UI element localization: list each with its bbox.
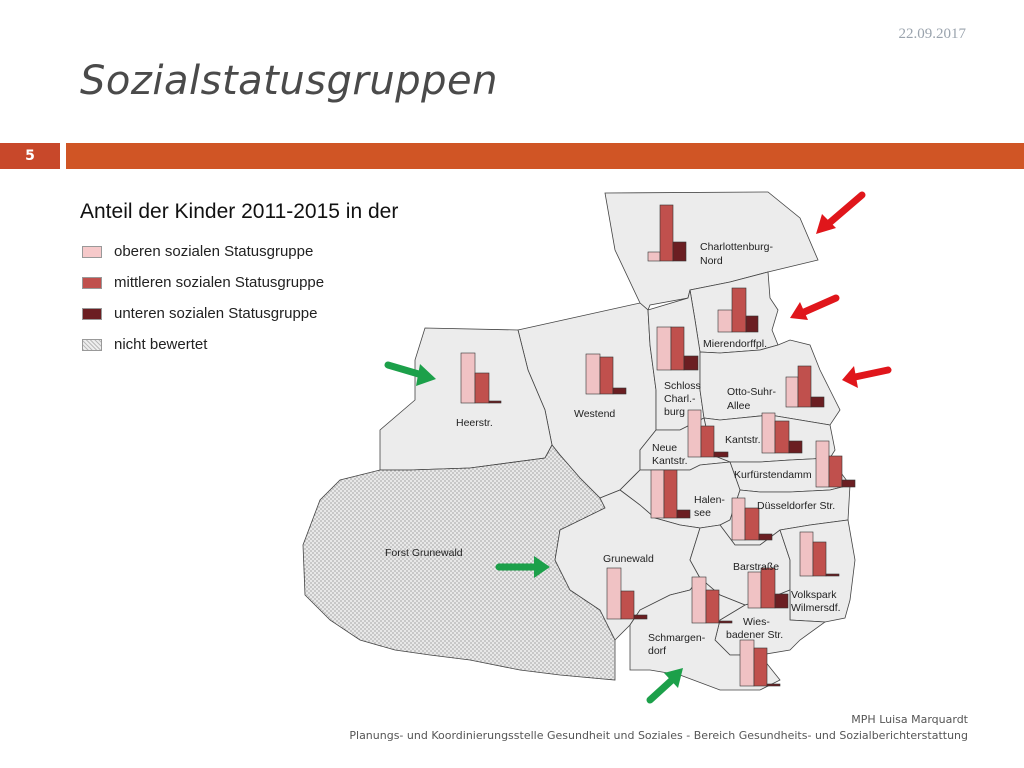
bar-lower (684, 356, 698, 370)
legend-label-not-rated: nicht bewertet (114, 336, 208, 353)
bar-upper (607, 568, 621, 619)
bar-middle (829, 456, 842, 487)
label-barstrasse: Barstraße (733, 561, 780, 573)
bar-lower (634, 615, 647, 619)
label-line: Halen- (694, 494, 725, 506)
bar-lower (789, 441, 802, 453)
bar-lower (714, 452, 728, 457)
legend-label-upper: oberen sozialen Statusgruppe (114, 243, 314, 260)
bar-upper (648, 252, 660, 261)
label-line: Wilmersdf. (791, 602, 841, 614)
label-heerstr: Heerstr. (456, 417, 493, 429)
bar-upper (762, 413, 775, 453)
bar-middle (761, 568, 775, 608)
bar-middle (732, 288, 746, 332)
bar-upper (816, 441, 829, 487)
bar-lower (759, 534, 772, 540)
bar-upper (800, 532, 813, 576)
red-arrow-icon (842, 366, 888, 388)
arrow-head (842, 366, 858, 388)
bar-middle (671, 327, 684, 370)
bar-lower (746, 316, 758, 332)
bar-upper (786, 377, 798, 407)
label-line: Neue (652, 442, 678, 454)
bar-upper (688, 410, 701, 457)
bar-middle (706, 590, 719, 623)
label-kantstr: Kantstr. (725, 434, 761, 446)
bar-lower (677, 510, 690, 518)
red-arrow-icon (816, 195, 862, 234)
footer (349, 712, 968, 744)
label-line: Schmargen- (648, 632, 706, 644)
bar-upper (461, 353, 475, 403)
label-line: see (694, 507, 711, 519)
red-arrow-icon (790, 298, 836, 320)
bar-upper (748, 572, 761, 608)
bar-upper (657, 327, 671, 370)
arrow-shaft (802, 298, 836, 313)
bar-middle (475, 373, 489, 403)
label-mierendorffpl: Mierendorffpl. (703, 338, 768, 350)
label-forst-grunewald: Forst Grunewald (385, 547, 463, 559)
bar-middle (754, 648, 767, 686)
label-line: burg (664, 406, 686, 418)
bar-upper (740, 640, 754, 686)
bar-middle (600, 357, 613, 394)
label-line: Charl.- (664, 393, 696, 405)
label-volkspark-wilmersdf (791, 589, 841, 614)
bar-middle (745, 508, 759, 540)
slide-title: Sozialstatusgruppen (80, 58, 498, 104)
bar-upper (692, 577, 706, 623)
bar-lower (613, 388, 626, 394)
label-line: Otto-Suhr- (727, 386, 777, 398)
bar-lower (842, 480, 855, 487)
label-line: Allee (727, 400, 751, 412)
slide-number: 5 (0, 143, 60, 169)
label-line: Charlottenburg- (700, 241, 773, 253)
district-otto-suhr-allee (700, 340, 840, 425)
bar-middle (701, 426, 714, 457)
label-line: badener Str. (726, 629, 784, 641)
bar-middle (660, 205, 673, 261)
bars-kurfuerstendamm (816, 441, 855, 487)
label-westend: Westend (574, 408, 616, 420)
bar-lower (775, 594, 788, 608)
legend-label-lower: unteren sozialen Statusgruppe (114, 305, 318, 322)
label-grunewald: Grunewald (603, 553, 654, 565)
label-line: Kantstr. (652, 455, 688, 467)
bar-middle (775, 421, 789, 453)
green-arrow-icon (650, 668, 683, 700)
arrow-shaft (827, 195, 862, 225)
legend-label-middle: mittleren sozialen Statusgruppe (114, 274, 325, 291)
arrow-shaft (855, 370, 888, 377)
bar-upper (718, 310, 732, 332)
label-line: Volkspark (791, 589, 837, 601)
bar-lower (719, 621, 732, 623)
label-line: dorf (648, 645, 667, 657)
bar-middle (798, 366, 811, 407)
bar-upper (732, 498, 745, 540)
label-line: Wies- (743, 616, 770, 628)
bar-lower (489, 401, 501, 403)
bar-lower (826, 574, 839, 576)
footer-author: MPH Luisa Marquardt (851, 713, 968, 726)
bar-lower (767, 684, 780, 686)
footer-org: Planungs- und Koordinierungsstelle Gesundheit und Soziales - Bereich Gesundheits- und Sozialberichterstattung (349, 729, 968, 742)
label-kurfuerstendamm: Kurfürstendamm (734, 469, 812, 481)
label-duesseldorfer-str: Düsseldorfer Str. (757, 500, 836, 512)
bar-lower (811, 397, 824, 407)
legend-title: Anteil der Kinder 2011-2015 in der (80, 200, 399, 223)
label-line: Schloss (664, 380, 701, 392)
slide-date: 22.09.2017 (898, 26, 966, 42)
bar-middle (664, 470, 677, 518)
label-line: Nord (700, 255, 723, 267)
bar-upper (651, 470, 664, 518)
bar-middle (813, 542, 826, 576)
bar-lower (673, 242, 686, 261)
bar-middle (621, 591, 634, 619)
arrow-shaft (650, 680, 672, 700)
bar-upper (586, 354, 600, 394)
